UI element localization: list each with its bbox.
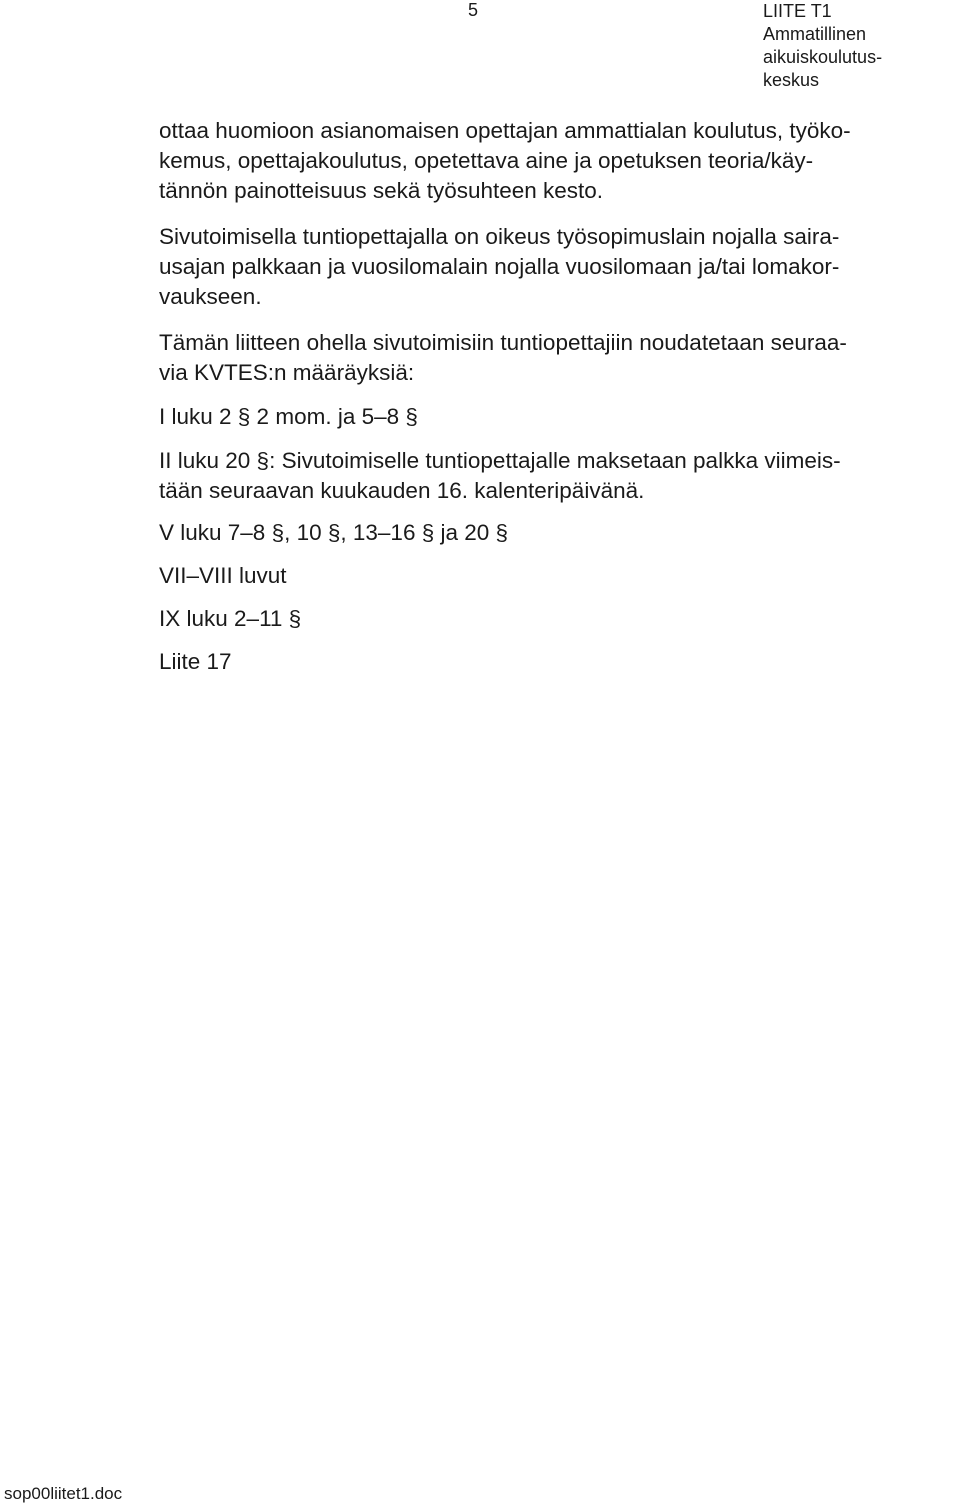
text-line: Sivutoimisella tuntiopettajalla on oikeus työsopimuslain nojalla saira- — [159, 224, 840, 249]
text-line: vaukseen. — [159, 284, 262, 309]
text-line: tännön painotteisuus sekä työsuhteen kesto. — [159, 178, 604, 203]
text-line: kemus, opettajakoulutus, opetettava aine ja opetuksen teoria/käy- — [159, 148, 814, 173]
footer-filename: sop00liitet1.doc — [4, 1484, 123, 1503]
document-header — [763, 0, 882, 92]
document-body — [159, 116, 959, 677]
paragraph-chapter-5: V luku 7–8 §, 10 §, 13–16 § ja 20 § — [159, 520, 509, 545]
paragraph-sick-leave — [159, 222, 959, 312]
text-line: via KVTES:n määräyksiä: — [159, 360, 415, 385]
paragraph-chapters-7-8: VII–VIII luvut — [159, 563, 287, 588]
text-line: Tämän liitteen ohella sivutoimisiin tuntiopettajiin noudatetaan seuraa- — [159, 330, 847, 355]
header-line: Ammatillinen — [763, 24, 867, 44]
paragraph-chapter-1: I luku 2 § 2 mom. ja 5–8 § — [159, 404, 418, 429]
text-line: II luku 20 §: Sivutoimiselle tuntiopettajalle maksetaan palkka viimeis- — [159, 448, 841, 473]
paragraph-chapter-2 — [159, 446, 959, 506]
paragraph-chapter-9: IX luku 2–11 § — [159, 606, 302, 631]
text-line: tään seuraavan kuukauden 16. kalenteripäivänä. — [159, 478, 645, 503]
paragraph-qualifications — [159, 116, 959, 206]
header-line: keskus — [763, 70, 820, 90]
paragraph-kvtes-intro — [159, 328, 959, 388]
page-number: 5 — [468, 0, 479, 20]
text-line: ottaa huomioon asianomaisen opettajan ammattialan koulutus, työko- — [159, 118, 851, 143]
paragraph-appendix-17: Liite 17 — [159, 649, 232, 674]
header-line: aikuiskoulutus- — [763, 47, 883, 67]
text-line: usajan palkkaan ja vuosilomalain nojalla vuosilomaan ja/tai lomakor- — [159, 254, 840, 279]
header-line: LIITE T1 — [763, 1, 832, 21]
